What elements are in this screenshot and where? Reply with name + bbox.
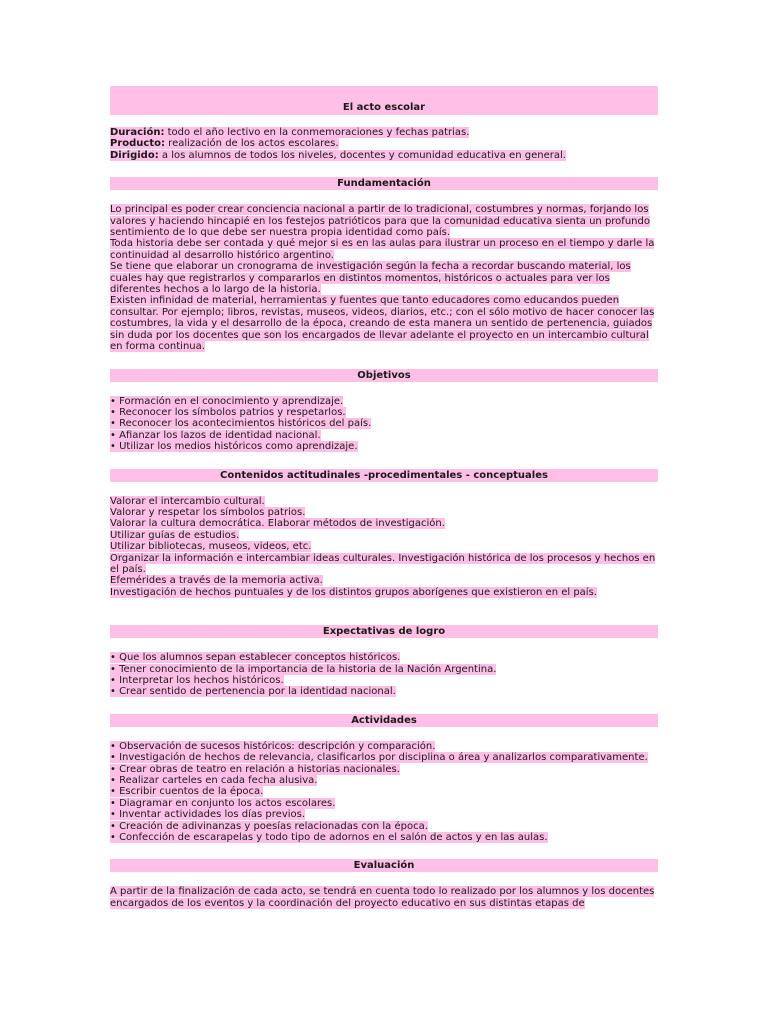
section-body (110, 652, 658, 698)
paragraph-text: • Reconocer los acontecimientos históricos del país. (110, 418, 372, 430)
meta-label: Dirigido: (110, 149, 159, 161)
paragraph-text: • Tener conocimiento de la importancia de la historia de la Nación Argentina. (110, 663, 497, 675)
paragraph-text: • Formación en el conocimiento y aprendizaje. (110, 395, 344, 407)
document-page (110, 86, 658, 909)
paragraph (110, 541, 658, 552)
paragraph-text: • Creación de adivinanzas y poesías relacionadas con la época. (110, 820, 428, 832)
paragraph-text: • Interpretar los hechos históricos. (110, 675, 284, 686)
paragraph (110, 496, 658, 507)
section-heading-text: Expectativas de logro (322, 626, 446, 638)
paragraph-text: • Realizar carteles en cada fecha alusiva. (110, 775, 318, 787)
paragraph (110, 295, 658, 352)
paragraph (110, 430, 658, 441)
section-heading-text: Contenidos actitudinales -procedimentales - conceptuales (220, 469, 548, 481)
paragraph-text: Se tiene que elaborar un cronograma de investigación según la fecha a recordar buscando material, los cuales hay que registrarlos y compararlos en distintos momentos, históricos o actuales para ver los diferentes hechos a lo largo de la historia. (110, 261, 631, 296)
paragraph-text: Investigación de hechos puntuales y de los distintos grupos aborígenes que existieron en el país. (110, 586, 597, 598)
section-body (110, 396, 658, 453)
section-body (110, 204, 658, 352)
paragraph (110, 261, 658, 295)
meta-producto (110, 138, 658, 149)
meta-label: Duración: (110, 127, 165, 138)
section-heading-text: Actividades (351, 714, 417, 726)
paragraph-text: Efemérides a través de la memoria activa. (110, 575, 323, 587)
paragraph (110, 675, 658, 686)
section-body (110, 496, 658, 599)
paragraph-text: • Escribir cuentos de la época. (110, 786, 264, 798)
paragraph (110, 741, 658, 752)
section-heading (110, 177, 658, 190)
paragraph (110, 686, 658, 697)
paragraph-text: • Que los alumnos sepan establecer conceptos históricos. (110, 652, 401, 664)
paragraph-text: A partir de la finalización de cada acto, se tendrá en cuenta todo lo realizado por los alumnos y los docentes encargados de los eventos y la coordinación del proyecto educativo en sus distintas etapas de (110, 886, 655, 909)
paragraph (110, 530, 658, 541)
paragraph (110, 441, 658, 452)
meta-value: a los alumnos de todos los niveles, docentes y comunidad educativa en general. (158, 149, 566, 161)
paragraph-text: • Investigación de hechos de relevancia, clasificarlos por disciplina o área y analizarlos comparativamente. (110, 752, 648, 764)
paragraph (110, 764, 658, 775)
paragraph-text: • Reconocer los símbolos patrios y respetarlos. (110, 406, 346, 418)
paragraph-text: • Diagramar en conjunto los actos escolares. (110, 797, 336, 809)
meta-duracion (110, 127, 658, 138)
document-title-text: El acto escolar (342, 101, 426, 113)
paragraph (110, 575, 658, 586)
paragraph-text: • Utilizar los medios históricos como aprendizaje. (110, 441, 358, 453)
paragraph-text: • Crear obras de teatro en relación a historias nacionales. (110, 763, 400, 775)
paragraph (110, 832, 658, 843)
meta-block (110, 127, 658, 161)
paragraph (110, 821, 658, 832)
section-heading (110, 625, 658, 638)
paragraph (110, 886, 658, 909)
paragraph-text: Valorar la cultura democrática. Elaborar métodos de investigación. (110, 518, 445, 530)
paragraph (110, 507, 658, 518)
section-heading (110, 859, 658, 872)
paragraph-text: • Observación de sucesos históricos: descripción y comparación. (110, 740, 436, 752)
paragraph (110, 664, 658, 675)
paragraph-text: Utilizar guías de estudios. (110, 529, 240, 541)
paragraph-text: Organizar la información e intercambiar ideas culturales. Investigación histórica de los procesos y hechos en el país. (110, 552, 656, 575)
paragraph (110, 396, 658, 407)
paragraph-text: Lo principal es poder crear conciencia nacional a partir de lo tradicional, costumbres y normas, forjando los valores y haciendo hincapié en los festejos patrióticos para que la comunidad educativa sienta un profundo sentimiento de lo que debe ser nuestra propia identidad como país. (110, 204, 650, 239)
paragraph (110, 587, 658, 598)
meta-label: Producto: (110, 138, 165, 150)
meta-value: realización de los actos escolares. (165, 138, 339, 150)
section-heading (110, 369, 658, 382)
paragraph-text: Utilizar bibliotecas, museos, videos, etc. (110, 541, 312, 553)
meta-dirigido (110, 150, 658, 161)
paragraph (110, 204, 658, 238)
section-heading-text: Evaluación (353, 860, 415, 872)
paragraph-text: Valorar el intercambio cultural. (110, 495, 265, 507)
paragraph-text: Existen infinidad de material, herramientas y fuentes que tanto educadores como educandos pueden consultar. Por ejemplo; libros, revistas, museos, videos, diarios, etc.; con el sólo motivo de hacer conocer las costumbres, la vida y el desarrollo de la época, creando de esta manera un sentido de pertenencia, guiados sin duda por los docentes que son los encargados de llevar adelante el proyecto en un intercambio cultural en forma continua. (110, 295, 655, 353)
paragraph (110, 798, 658, 809)
section-heading-text: Fundamentación (337, 178, 431, 190)
paragraph (110, 652, 658, 663)
paragraph-text: • Afianzar los lazos de identidad nacional. (110, 429, 321, 441)
sections-container (110, 161, 658, 909)
section-heading (110, 469, 658, 482)
paragraph (110, 407, 658, 418)
paragraph (110, 238, 658, 261)
paragraph (110, 553, 658, 576)
paragraph-text: Valorar y respetar los símbolos patrios. (110, 506, 306, 518)
paragraph (110, 518, 658, 529)
section-heading-text: Objetivos (357, 369, 411, 381)
document-title (110, 86, 658, 115)
section-body (110, 741, 658, 844)
section-body (110, 886, 658, 909)
meta-value: todo el año lectivo en la conmemoraciones y fechas patrias. (164, 127, 470, 138)
paragraph (110, 752, 658, 763)
paragraph-text: • Crear sentido de pertenencia por la identidad nacional. (110, 686, 396, 698)
paragraph (110, 775, 658, 786)
paragraph (110, 418, 658, 429)
paragraph-text: Toda historia debe ser contada y qué mejor si es en las aulas para ilustrar un proceso en el tiempo y darle la continuidad al desarrollo histórico argentino. (110, 238, 655, 261)
paragraph (110, 809, 658, 820)
paragraph-text: • Inventar actividades los días previos. (110, 809, 306, 821)
paragraph (110, 786, 658, 797)
section-heading (110, 714, 658, 727)
paragraph-text: • Confección de escarapelas y todo tipo de adornos en el salón de actos y en las aulas. (110, 832, 548, 844)
